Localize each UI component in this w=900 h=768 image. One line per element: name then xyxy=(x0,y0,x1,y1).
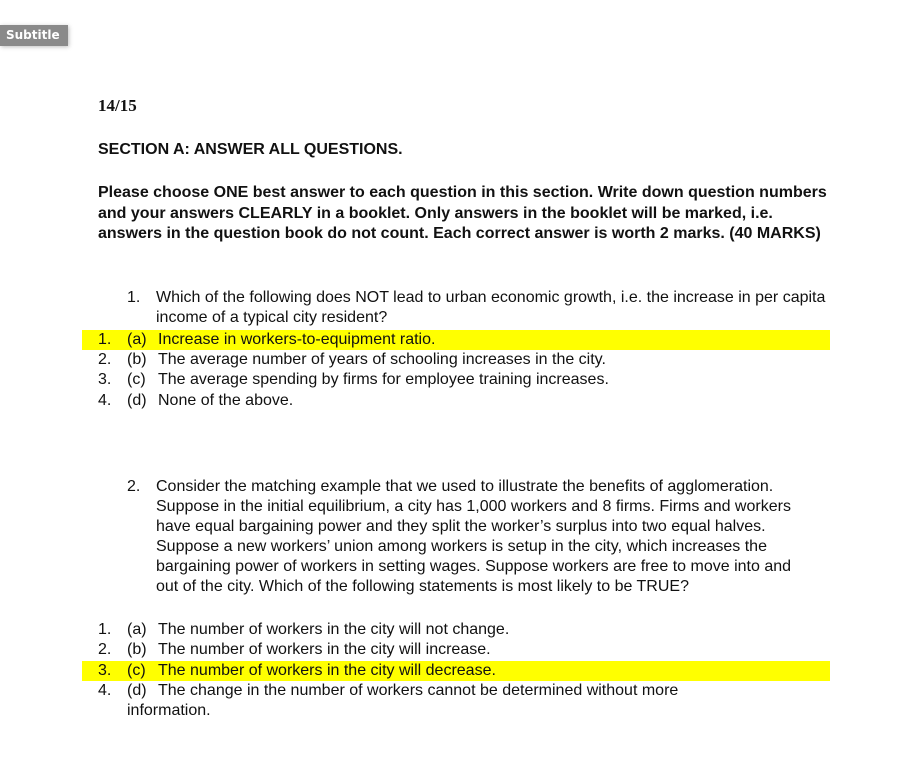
question-text: Consider the matching example that we used to illustrate the benefits of agglomeration. Suppose in the initial equilibrium, a city has 1,000 workers and 8 firms. Firms and workers have equal bargaining power and they split the worker’s surplus into two equal halves. Suppose a new workers’ union among workers is setup in the city, which increases the bargaining power of workers in setting wages. Suppose workers are free to move into and out of the city. Which of the following statements is most likely to be TRUE? xyxy=(156,478,792,595)
question-1-option-a[interactable] xyxy=(82,330,830,350)
option-text: The change in the number of workers cannot be determined without more xyxy=(158,682,679,699)
option-text: The average spending by firms for employee training increases. xyxy=(158,371,609,388)
question-2-option-a[interactable] xyxy=(82,620,830,640)
option-text: The number of workers in the city will increase. xyxy=(158,641,491,658)
option-letter: (c) xyxy=(127,662,146,679)
option-number: 2. xyxy=(98,351,112,368)
question-number: 1. xyxy=(127,289,141,306)
question-2-option-b[interactable] xyxy=(82,640,830,660)
option-text: Increase in workers-to-equipment ratio. xyxy=(158,331,436,348)
question-1-option-d[interactable] xyxy=(82,391,830,411)
question-1-option-c[interactable] xyxy=(82,370,830,390)
option-text: The number of workers in the city will decrease. xyxy=(158,662,496,679)
question-text: Which of the following does NOT lead to urban economic growth, i.e. the increase in per capita income of a typical city resident? xyxy=(156,289,826,326)
option-number: 4. xyxy=(98,682,112,699)
option-letter: (b) xyxy=(127,641,147,658)
section-title: SECTION A: ANSWER ALL QUESTIONS. xyxy=(98,141,403,158)
subtitle-button[interactable]: Subtitle xyxy=(0,25,68,46)
option-text: None of the above. xyxy=(158,392,294,409)
option-text: The average number of years of schooling increases in the city. xyxy=(158,351,606,368)
question-1-stem xyxy=(127,288,827,328)
option-letter: (a) xyxy=(127,621,147,638)
option-number: 2. xyxy=(98,641,112,658)
question-1-option-b[interactable] xyxy=(82,350,830,370)
option-number: 3. xyxy=(98,662,112,679)
instructions: Please choose ONE best answer to each question in this section. Write down question numbers and your answers CLEARLY in a booklet. Only answers in the booklet will be marked, i.e. answers in the question book do not count. Each correct answer is worth 2 marks. (40 MARKS) xyxy=(98,184,827,242)
option-letter: (a) xyxy=(127,331,147,348)
option-number: 3. xyxy=(98,371,112,388)
option-letter: (d) xyxy=(127,392,147,409)
option-text-continuation: information. xyxy=(127,702,211,719)
option-letter: (d) xyxy=(127,682,147,699)
page-number: 14/15 xyxy=(98,96,137,115)
option-text: The number of workers in the city will not change. xyxy=(158,621,510,638)
option-number: 1. xyxy=(98,331,112,348)
question-2-stem xyxy=(127,477,817,597)
option-number: 1. xyxy=(98,621,112,638)
question-2-option-d[interactable] xyxy=(82,681,830,721)
option-number: 4. xyxy=(98,392,112,409)
question-2-option-c[interactable] xyxy=(82,661,830,681)
option-letter: (c) xyxy=(127,371,146,388)
option-letter: (b) xyxy=(127,351,147,368)
question-number: 2. xyxy=(127,478,141,495)
